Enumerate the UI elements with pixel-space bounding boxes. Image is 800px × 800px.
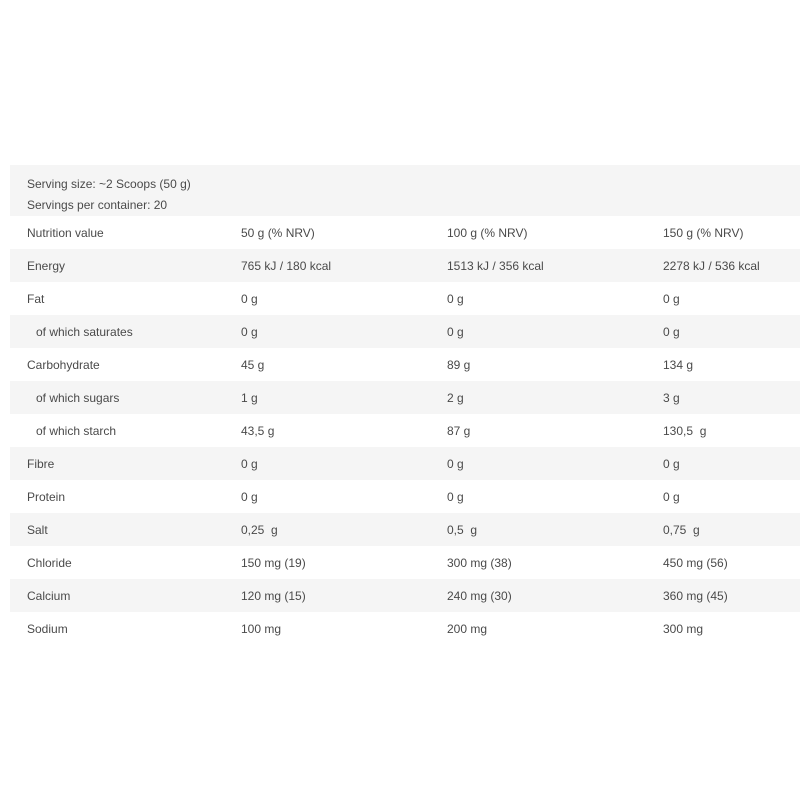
row-label: Fibre	[27, 456, 55, 471]
row-value-150g: 300 mg	[663, 621, 704, 636]
row-value-100g: 0 g	[447, 456, 464, 471]
row-value-150g: 0 g	[663, 489, 680, 504]
row-label: Protein	[27, 489, 66, 504]
table-row-protein	[10, 480, 800, 513]
row-value-100g: 0,5 g	[447, 522, 478, 537]
row-value-150g: 450 mg (56)	[663, 555, 728, 570]
servings-per-container: Servings per container: 20	[27, 198, 168, 212]
table-row-fibre	[10, 447, 800, 480]
header-50g: 50 g (% NRV)	[241, 225, 315, 240]
row-value-150g: 134 g	[663, 357, 694, 372]
row-value-50g: 150 mg (19)	[241, 555, 306, 570]
row-value-50g: 0 g	[241, 291, 258, 306]
row-value-50g: 43,5 g	[241, 423, 275, 438]
table-row-fat	[10, 282, 800, 315]
table-row-starch	[10, 414, 800, 447]
row-value-50g: 120 mg (15)	[241, 588, 306, 603]
row-value-100g: 89 g	[447, 357, 471, 372]
row-value-150g: 2278 kJ / 536 kcal	[663, 258, 760, 273]
row-label: of which sugars	[36, 390, 120, 405]
row-label: Calcium	[27, 588, 71, 603]
table-row-sodium	[10, 612, 800, 645]
serving-size: Serving size: ~2 Scoops (50 g)	[27, 177, 191, 191]
header-150g: 150 g (% NRV)	[663, 225, 744, 240]
table-row-calcium	[10, 579, 800, 612]
row-label: of which starch	[36, 423, 117, 438]
table-row-energy	[10, 249, 800, 282]
row-label: Energy	[27, 258, 66, 273]
row-label: Fat	[27, 291, 45, 306]
serving-info	[10, 165, 800, 216]
row-value-50g: 100 mg	[241, 621, 282, 636]
table-row-carbohydrate	[10, 348, 800, 381]
row-value-100g: 2 g	[447, 390, 464, 405]
header-100g: 100 g (% NRV)	[447, 225, 528, 240]
row-value-50g: 45 g	[241, 357, 265, 372]
row-value-100g: 1513 kJ / 356 kcal	[447, 258, 544, 273]
row-value-150g: 130,5 g	[663, 423, 707, 438]
row-label: Salt	[27, 522, 48, 537]
row-label: Carbohydrate	[27, 357, 100, 372]
row-label: Sodium	[27, 621, 68, 636]
row-label: of which saturates	[36, 324, 133, 339]
table-row-salt	[10, 513, 800, 546]
row-value-150g: 0 g	[663, 291, 680, 306]
row-value-100g: 200 mg	[447, 621, 488, 636]
nutrition-table	[10, 165, 800, 645]
table-row-chloride	[10, 546, 800, 579]
row-value-50g: 0,25 g	[241, 522, 278, 537]
row-value-150g: 3 g	[663, 390, 680, 405]
row-value-150g: 360 mg (45)	[663, 588, 728, 603]
row-value-100g: 0 g	[447, 291, 464, 306]
row-value-100g: 0 g	[447, 324, 464, 339]
row-value-100g: 87 g	[447, 423, 471, 438]
row-value-50g: 0 g	[241, 324, 258, 339]
row-value-150g: 0 g	[663, 456, 680, 471]
table-row-sugars	[10, 381, 800, 414]
row-value-50g: 0 g	[241, 489, 258, 504]
row-label: Chloride	[27, 555, 72, 570]
row-value-150g: 0,75 g	[663, 522, 700, 537]
row-value-100g: 300 mg (38)	[447, 555, 512, 570]
row-value-50g: 1 g	[241, 390, 258, 405]
row-value-100g: 240 mg (30)	[447, 588, 512, 603]
header-nutrition-value: Nutrition value	[27, 225, 104, 240]
row-value-150g: 0 g	[663, 324, 680, 339]
row-value-50g: 0 g	[241, 456, 258, 471]
row-value-50g: 765 kJ / 180 kcal	[241, 258, 332, 273]
table-header-row	[10, 216, 800, 249]
table-row-saturates	[10, 315, 800, 348]
row-value-100g: 0 g	[447, 489, 464, 504]
